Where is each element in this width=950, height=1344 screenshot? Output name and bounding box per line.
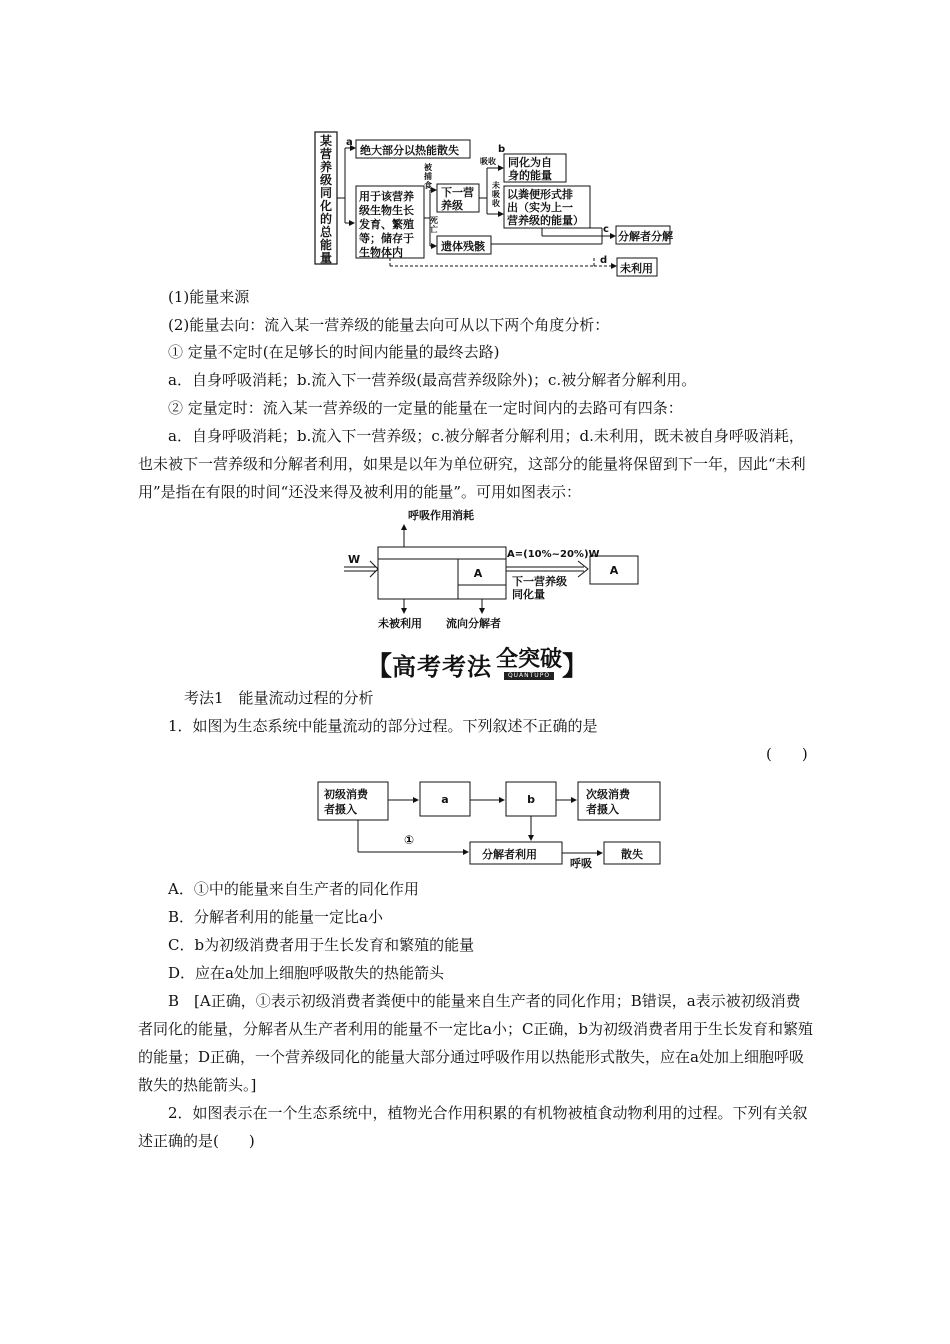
svg-text:者摄入: 者摄入 bbox=[324, 803, 357, 816]
energy-allocation-diagram bbox=[340, 505, 650, 633]
svg-text:呼吸: 呼吸 bbox=[570, 857, 592, 870]
svg-text:被: 被 bbox=[424, 163, 432, 172]
svg-text:食: 食 bbox=[424, 181, 432, 190]
svg-text:吸: 吸 bbox=[492, 190, 500, 199]
svg-text:亡: 亡 bbox=[430, 225, 438, 234]
svg-text:者摄入: 者摄入 bbox=[586, 803, 619, 816]
question-1-answer: B [A正确，①表示初级消费者粪便中的能量来自生产者的同化作用；B错误，a表示被初级消费者同化的能量，分解者从生产者利用的能量不一定比a小；C正确，b为初级消费者用于生长发育和繁殖的能量；D正确，一个营养级同化的能量大部分通过呼吸作用以热能形式散失，应在a处加上细胞呼吸散失的热能箭头。] bbox=[138, 992, 814, 1094]
svg-text:W: W bbox=[348, 553, 361, 566]
svg-text:初级消费: 初级消费 bbox=[324, 788, 368, 801]
root-char: 的 bbox=[319, 212, 333, 226]
formula-label: A=(10%~20%)W bbox=[507, 549, 600, 560]
question-1-paren: ( ) bbox=[766, 745, 808, 763]
label-a: a bbox=[346, 137, 353, 148]
svg-text:营养级的能量）: 营养级的能量） bbox=[507, 214, 584, 227]
text-case-1: ① 定量不定时(在足够长的时间内能量的最终去路) bbox=[168, 343, 500, 361]
svg-text:用于该营养: 用于该营养 bbox=[359, 190, 414, 203]
svg-text:出（实为上一: 出（实为上一 bbox=[507, 201, 573, 214]
svg-text:发育、繁殖: 发育、繁殖 bbox=[359, 218, 414, 231]
svg-text:d: d bbox=[600, 255, 608, 266]
svg-text:身的能量: 身的能量 bbox=[508, 169, 552, 182]
question-2-stem: 2．如图表示在一个生态系统中，植物光合作用积累的有机物被植食动物利用的过程。下列有关叙述正确的是( ) bbox=[138, 1104, 808, 1150]
energy-flow-diagram bbox=[312, 128, 674, 280]
svg-text:吸收: 吸收 bbox=[480, 157, 496, 166]
root-char: 营 bbox=[319, 147, 333, 161]
decomposer-label: 分解者利用 bbox=[482, 848, 537, 861]
heat-loss-label: 绝大部分以热能散失 bbox=[360, 144, 459, 157]
svg-text:生物体内: 生物体内 bbox=[359, 246, 403, 259]
question-1-diagram bbox=[314, 778, 666, 870]
A-inner: A bbox=[473, 567, 483, 580]
question-1-stem: 1．如图为生态系统中能量流动的部分过程。下列叙述不正确的是 bbox=[168, 717, 598, 735]
svg-text:以粪便形式排: 以粪便形式排 bbox=[507, 188, 573, 201]
svg-text:收: 收 bbox=[492, 199, 500, 208]
option-c: C．b为初级消费者用于生长发育和繁殖的能量 bbox=[168, 936, 475, 954]
root-char: 某 bbox=[319, 134, 333, 148]
svg-text:级生物生长: 级生物生长 bbox=[359, 204, 414, 217]
svg-text:未: 未 bbox=[492, 181, 500, 190]
option-d: D．应在a处加上细胞呼吸散失的热能箭头 bbox=[168, 964, 444, 982]
respiration-label: 呼吸作用消耗 bbox=[408, 509, 474, 522]
svg-text:同化量: 同化量 bbox=[512, 588, 545, 601]
svg-text:同化为自: 同化为自 bbox=[508, 156, 552, 169]
svg-text:未被利用: 未被利用 bbox=[378, 617, 422, 630]
svg-text:A: A bbox=[609, 564, 619, 577]
svg-text:次级消费: 次级消费 bbox=[586, 788, 630, 801]
svg-text:下一营养级: 下一营养级 bbox=[512, 575, 567, 588]
root-char: 总 bbox=[319, 225, 333, 239]
text-case-2-detail: a．自身呼吸消耗；b.流入下一营养级；c.被分解者分解利用；d.未利用，既未被自身呼吸消耗，也未被下一营养级和分解者利用，如果是以年为单位研究，这部分的能量将保留到下一年，因此“未利用”是指在有限的时间“还没来得及被利用的能量”。可用如图表示： bbox=[138, 427, 806, 501]
svg-text:①: ① bbox=[404, 833, 415, 847]
svg-text:死: 死 bbox=[430, 216, 438, 225]
text-case-2: ② 定量定时：流入某一营养级的一定量的能量在一定时间内的去路可有四条： bbox=[168, 399, 683, 417]
svg-text:等；储存于: 等；储存于 bbox=[359, 232, 414, 245]
option-a: A．①中的能量来自生产者的同化作用 bbox=[168, 880, 419, 898]
svg-text:捕: 捕 bbox=[424, 172, 432, 181]
unused-label: 未利用 bbox=[620, 262, 653, 275]
svg-text:b: b bbox=[527, 793, 535, 806]
section-banner: 【 高考考法 全突破 QUANTUPO 】 bbox=[365, 647, 589, 682]
section-title: 考法1 能量流动过程的分析 bbox=[184, 689, 374, 707]
root-char: 级 bbox=[319, 173, 333, 187]
root-char: 量 bbox=[319, 251, 333, 265]
remains-label: 遗体残骸 bbox=[441, 240, 485, 253]
text-energy-source: (1)能量来源 bbox=[168, 288, 250, 306]
svg-text:养级: 养级 bbox=[441, 199, 463, 212]
root-char: 化 bbox=[319, 199, 333, 213]
svg-text:流向分解者: 流向分解者 bbox=[446, 617, 501, 630]
svg-text:b: b bbox=[498, 144, 506, 155]
svg-text:散失: 散失 bbox=[621, 848, 643, 861]
root-char: 同 bbox=[319, 186, 333, 200]
root-char: 养 bbox=[319, 160, 333, 174]
text-energy-destination: (2)能量去向：流入某一营养级的能量去向可从以下两个角度分析： bbox=[168, 316, 610, 334]
svg-text:a: a bbox=[441, 793, 449, 806]
option-b: B．分解者利用的能量一定比a小 bbox=[168, 908, 383, 926]
text-case-1-detail: a．自身呼吸消耗；b.流入下一营养级(最高营养级除外)；c.被分解者分解利用。 bbox=[168, 371, 697, 389]
svg-text:下一营: 下一营 bbox=[441, 186, 474, 199]
root-char: 能 bbox=[319, 238, 333, 252]
svg-text:c: c bbox=[603, 224, 609, 235]
decomposer-label: 分解者分解 bbox=[618, 230, 673, 243]
